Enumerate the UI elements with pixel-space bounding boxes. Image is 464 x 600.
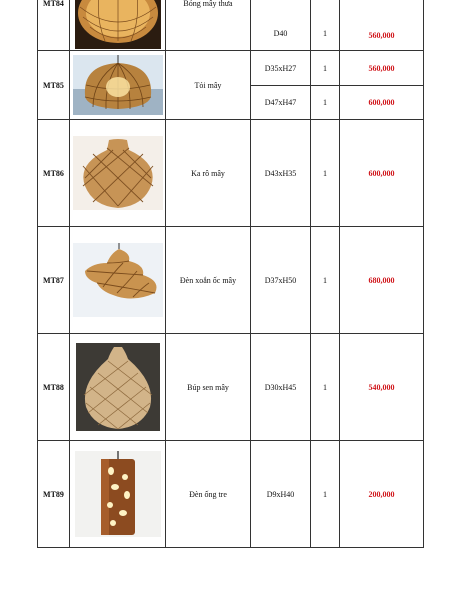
product-size: D9xH40 <box>251 441 311 548</box>
product-size: D37xH50 <box>251 227 311 334</box>
product-price: 200,000 <box>340 441 424 548</box>
product-price: 560,000 <box>340 0 424 51</box>
product-name: Đèn ống tre <box>166 441 251 548</box>
product-quantity: 1 <box>311 51 340 86</box>
product-price-table <box>37 0 424 548</box>
product-quantity: 1 <box>311 120 340 227</box>
product-size: D30xH45 <box>251 334 311 441</box>
table-row <box>38 334 424 441</box>
table-row <box>38 227 424 334</box>
product-quantity: 1 <box>311 0 340 51</box>
product-name: Bóng mây thưa <box>166 0 251 51</box>
product-quantity: 1 <box>311 86 340 120</box>
product-price: 600,000 <box>340 120 424 227</box>
product-name: Ka rô mây <box>166 120 251 227</box>
product-name: Đèn xoắn ốc mây <box>166 227 251 334</box>
product-code: MT84 <box>38 0 70 51</box>
product-size: D40 <box>251 0 311 51</box>
product-price: 540,000 <box>340 334 424 441</box>
product-quantity: 1 <box>311 334 340 441</box>
product-price: 560,000 <box>340 51 424 86</box>
product-quantity: 1 <box>311 227 340 334</box>
product-code: MT86 <box>38 120 70 227</box>
table-row <box>38 51 424 86</box>
product-price: 600,000 <box>340 86 424 120</box>
product-image <box>70 120 166 227</box>
product-name: Búp sen mây <box>166 334 251 441</box>
table-row <box>38 120 424 227</box>
product-name: Tỏi mây <box>166 51 251 120</box>
product-quantity: 1 <box>311 441 340 548</box>
product-size: D43xH35 <box>251 120 311 227</box>
product-image <box>70 227 166 334</box>
product-price: 680,000 <box>340 227 424 334</box>
product-code: MT87 <box>38 227 70 334</box>
product-code: MT88 <box>38 334 70 441</box>
product-image <box>70 0 166 51</box>
table-row <box>38 0 424 51</box>
table-row <box>38 441 424 548</box>
product-size: D35xH27 <box>251 51 311 86</box>
product-code: MT89 <box>38 441 70 548</box>
product-image <box>70 51 166 120</box>
product-image <box>70 334 166 441</box>
product-code: MT85 <box>38 51 70 120</box>
product-image <box>70 441 166 548</box>
product-size: D47xH47 <box>251 86 311 120</box>
